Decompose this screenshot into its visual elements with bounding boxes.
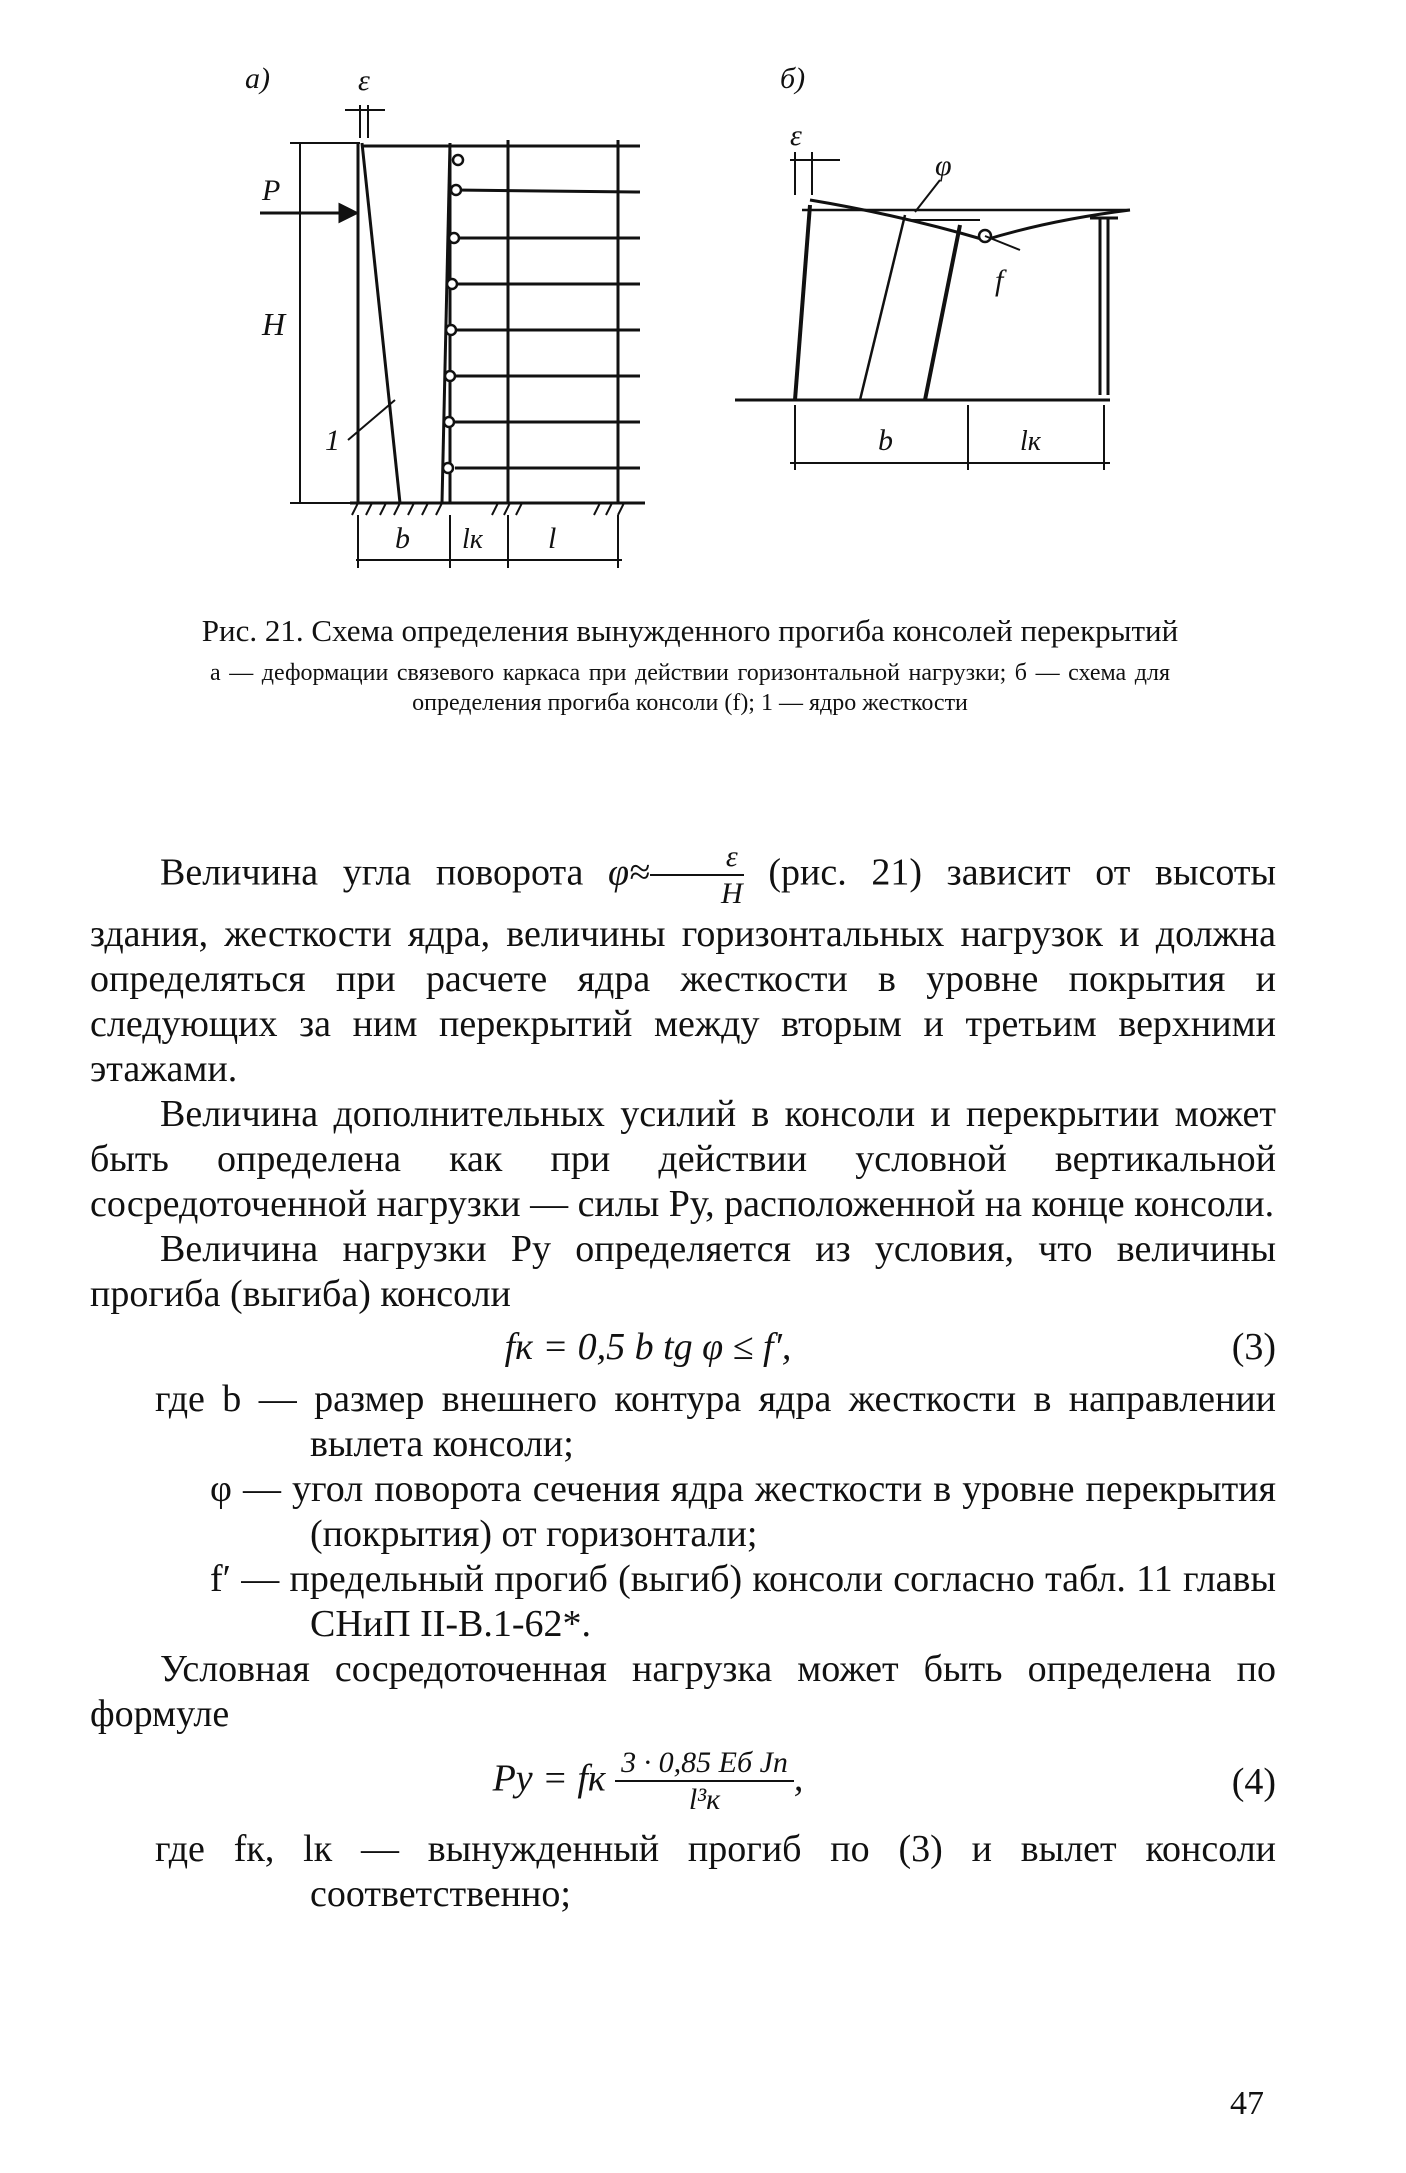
paragraph-3: Величина нагрузки Pу определяется из условия, что величины прогиба (выгиба) консоли [90, 1228, 1276, 1315]
label-phi: φ [935, 149, 952, 182]
panel-b-label: б) [780, 62, 806, 95]
figure-21-drawing [0, 0, 1406, 600]
definition-f-prime: f′ — предельный прогиб (выгиб) консоли согласно табл. 11 главы СНиП II-В.1-62*. [210, 1558, 1276, 1645]
equation-4-numerator: 3 · 0,85 Eб Jп [615, 1746, 794, 1782]
equation-4-formula [90, 1746, 1206, 1818]
core-axis-b [860, 215, 905, 400]
core-deflected-edge [362, 143, 400, 503]
label-lk-b: lк [1020, 426, 1041, 457]
core-right-b [925, 225, 960, 400]
equation-3-formula: fк = 0,5 b tg φ ≤ f′, [504, 1325, 792, 1368]
equation-4-denominator: l³к [688, 1783, 721, 1816]
paragraph-4: Условная сосредоточенная нагрузка может быть определена по формуле [90, 1648, 1276, 1735]
equation-4 [90, 1737, 1276, 1827]
floor-beams [362, 146, 640, 468]
definition-fk-lk: где fк, lк — вынужденный прогиб по (3) и вылет консоли соответственно; [155, 1828, 1276, 1915]
equation-3-number: (3) [1231, 1325, 1276, 1368]
page-number: 47 [1230, 2085, 1264, 2122]
figure-21 [0, 0, 1406, 600]
label-h: H [262, 306, 286, 342]
caption-legend: а — деформации связевого каркаса при действии горизонтальной нагрузки; б — схема для определения прогиба консоли (f); 1 — ядро жесткости [210, 660, 1170, 716]
definition-phi: φ — угол поворота сечения ядра жесткости в уровне перекрытия (покрытия) от горизонтали; [210, 1468, 1276, 1555]
panel-a-label: а) [245, 62, 270, 95]
label-epsilon-b: ε [790, 119, 802, 152]
p1-phi: φ≈ [608, 851, 650, 894]
fraction-numerator: ε [650, 840, 744, 876]
label-core-1: 1 [325, 424, 340, 457]
core-left-b [795, 205, 810, 400]
label-f: f [995, 264, 1004, 297]
equation-4-fraction [615, 1746, 794, 1818]
label-p: P [262, 174, 281, 207]
paragraph-1 [90, 840, 1276, 1092]
label-epsilon-a: ε [358, 64, 370, 97]
body-text [90, 840, 1276, 1917]
p1-rest: (рис. 21) зависит от высоты здания, жесткости ядра, величины горизонтальных нагрузок и должна определяться при расчете ядра жесткости в уровне покрытия и следующих за ним перекрытий между вторым и третьим верхними этажами. [90, 851, 1277, 1090]
label-lk-a: lк [462, 524, 483, 555]
fraction-denominator: H [721, 877, 743, 910]
label-b-a: b [395, 522, 410, 555]
label-b-b: b [878, 424, 893, 457]
definition-b: где b — размер внешнего контура ядра жесткости в направлении вылета консоли; [155, 1378, 1276, 1465]
equation-4-left: Pу = fк [492, 1757, 606, 1800]
equation-3 [90, 1317, 1276, 1377]
label-l: l [548, 522, 557, 555]
fraction-eps-h [650, 840, 744, 912]
equation-4-tail: , [793, 1757, 804, 1800]
equation-4-number: (4) [1231, 1760, 1276, 1803]
p1-start: Величина угла поворота [160, 851, 584, 894]
paragraph-2: Величина дополнительных усилий в консоли и перекрытии может быть определена как при действии условной вертикальной сосредоточенной нагрузки — силы Pу, расположенной на конце консоли. [90, 1093, 1276, 1225]
figure-caption [190, 612, 1190, 718]
caption-title: Рис. 21. Схема определения вынужденного прогиба консолей перекрытий [201, 613, 1179, 648]
